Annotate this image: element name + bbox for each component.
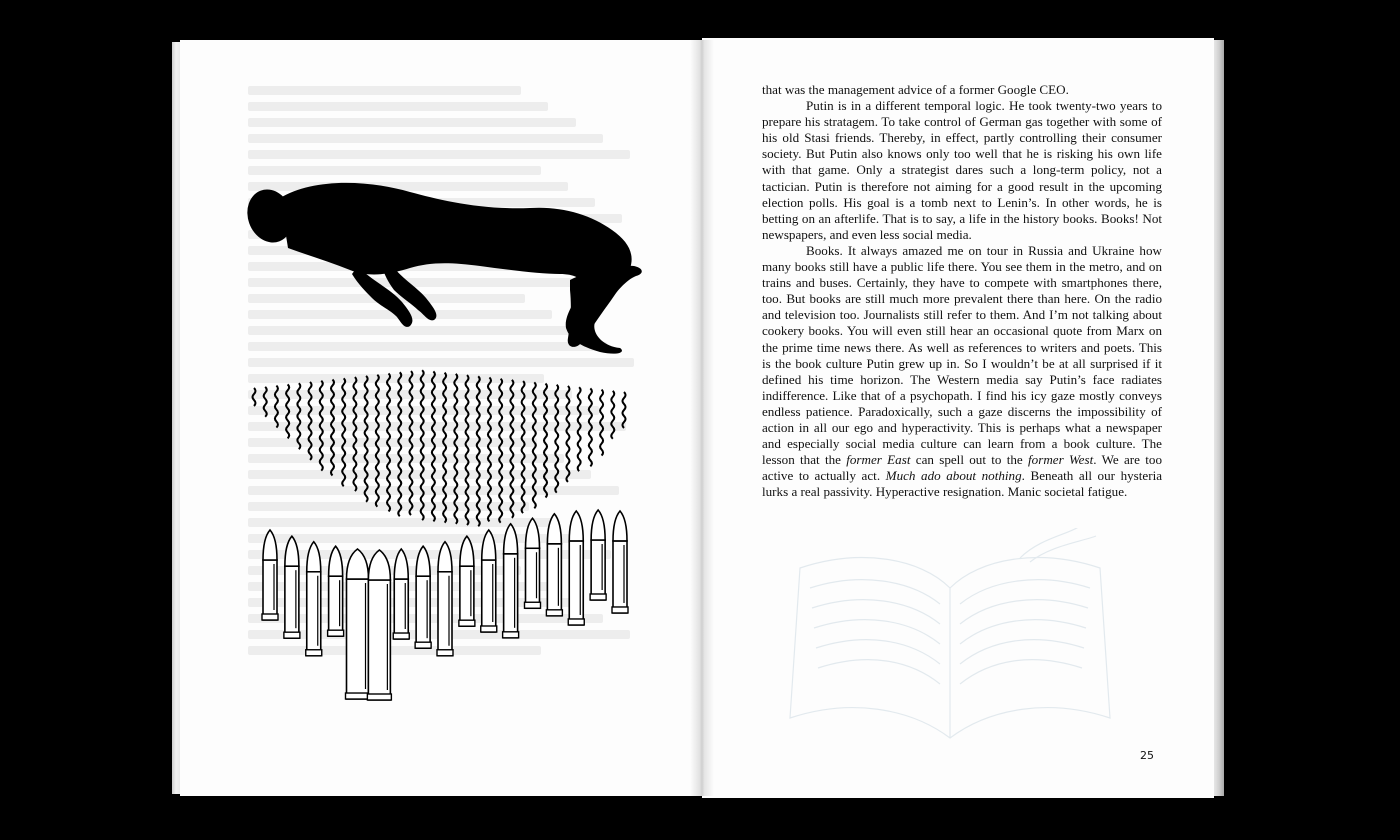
bullet-cartridge: [306, 542, 322, 656]
wavy-line: [286, 384, 289, 438]
wavy-line: [320, 381, 323, 471]
bullet-cartridge: [284, 536, 300, 638]
bullet-cartridge: [328, 546, 344, 636]
wavy-line: [365, 376, 368, 502]
show-through-line: [248, 118, 576, 127]
wavy-line: [611, 391, 614, 439]
paragraph: [762, 243, 1162, 501]
wavy-line: [578, 387, 581, 471]
body-text: [762, 82, 1162, 500]
text-run: . We are too active to actually act.: [762, 452, 1162, 484]
paragraph: [762, 98, 1162, 243]
bullet-cartridges: [262, 510, 628, 700]
wavy-line: [623, 392, 626, 428]
bullet-cartridge: [393, 549, 409, 639]
wavy-line: [555, 385, 558, 493]
italic-phrase: former East: [846, 452, 911, 468]
paragraph: [762, 82, 1162, 98]
bullet-cartridge: [415, 546, 431, 648]
wavy-line: [589, 388, 592, 466]
italic-phrase: Much ado about nothing: [885, 468, 1022, 484]
bullet-cartridge: [568, 511, 584, 625]
bullet-cartridge: [367, 550, 391, 700]
book-gutter: [690, 40, 714, 796]
wavy-line: [443, 373, 446, 523]
wavy-line: [297, 383, 300, 449]
floating-figure-silhouette: [240, 183, 642, 354]
bullet-cartridge: [612, 511, 628, 613]
bullet-cartridge: [503, 524, 519, 638]
wavy-line: [466, 375, 469, 525]
text-run: that was the management advice of a former Google CEO.: [762, 82, 1069, 97]
wavy-line: [477, 376, 480, 526]
wavy-line: [510, 380, 513, 518]
show-through-line: [248, 102, 548, 111]
ghost-book-illustration: [780, 528, 1120, 748]
wavy-line: [387, 373, 390, 511]
wavy-line: [454, 374, 457, 524]
bullet-cartridge: [546, 514, 562, 616]
wavy-line: [264, 387, 267, 417]
wavy-line: [432, 371, 435, 521]
wavy-line: [499, 379, 502, 523]
text-run: Putin is in a different temporal logic. He took twenty-two years to prepare his stratagem. To take control of German gas together with some of his old Stasi friends. Thereby, in effect, partly controlling their consumer society. But Putin also knows only too well that he is risking his own life with that game. Only a strategist dares such a long-term policy, not a tactician. Putin is therefore not aiming for a good result in the upcoming election polls. His goal is a tomb next to Lenin’s. In other words, he is betting on an afterlife. That is to say, a life in the history books. Books! Not newspapers, and even less social media.: [762, 98, 1162, 242]
wavy-line: [331, 380, 334, 476]
show-through-line: [248, 134, 603, 143]
show-through-line: [248, 150, 630, 159]
wavy-line: [600, 390, 603, 456]
page-number: 25: [1140, 749, 1154, 762]
text-run: . Beneath all our hysteria lurks a real passivity. Hyperactive resignation. Manic societal fatigue.: [762, 468, 1163, 500]
italic-phrase: former West: [1028, 452, 1094, 468]
bullet-cartridge: [346, 549, 370, 699]
wavy-line: [398, 372, 401, 516]
illustration-floating-figure: [240, 170, 650, 730]
wavy-line: [544, 384, 547, 498]
wavy-line: [421, 370, 424, 520]
wavy-line: [488, 377, 491, 521]
wavy-line: [309, 382, 312, 460]
wavy-line: [533, 382, 536, 508]
wavy-line: [353, 377, 356, 491]
wavy-line: [275, 386, 278, 428]
wavy-lines: [253, 370, 626, 526]
bullet-cartridge: [459, 536, 475, 626]
bullet-cartridge: [437, 542, 453, 656]
wavy-line: [253, 388, 256, 406]
text-run: Books. It always amazed me on tour in Russia and Ukraine how many books still have a public life there. You see them in the metro, and on trains and buses. Certainly, they have to compete with smartphones there, too. But books are still much more prevalent there than here. On the radio and television too. Journalists still refer to them. And I’m not talking about cookery books. You will even still hear an occasional quote from Marx on the prime time news there. As well as references to writers and poets. This is the book culture Putin grew up in. So I wouldn’t be at all surprised if it defined his time horizon. The Western media say Putin’s face radiates indifference. Like that of a psychopath. I find his icy gaze mostly conveys endless patience. Paradoxically, such a gaze discerns the impossibility of action in all our ego and hyperactivity. This is perhaps what a newspaper and especially social media culture can learn from a book culture. The lesson that the: [762, 242, 1162, 468]
wavy-line: [566, 386, 569, 482]
bullet-cartridge: [262, 530, 278, 620]
bullet-cartridge: [481, 530, 497, 632]
wavy-line: [342, 378, 345, 486]
show-through-line: [248, 86, 521, 95]
text-run: can spell out to the: [910, 452, 1029, 468]
wavy-line: [409, 371, 412, 515]
wavy-line: [522, 381, 525, 513]
bullet-cartridge: [525, 518, 541, 608]
bullet-cartridge: [590, 510, 606, 600]
wavy-line: [376, 375, 379, 507]
